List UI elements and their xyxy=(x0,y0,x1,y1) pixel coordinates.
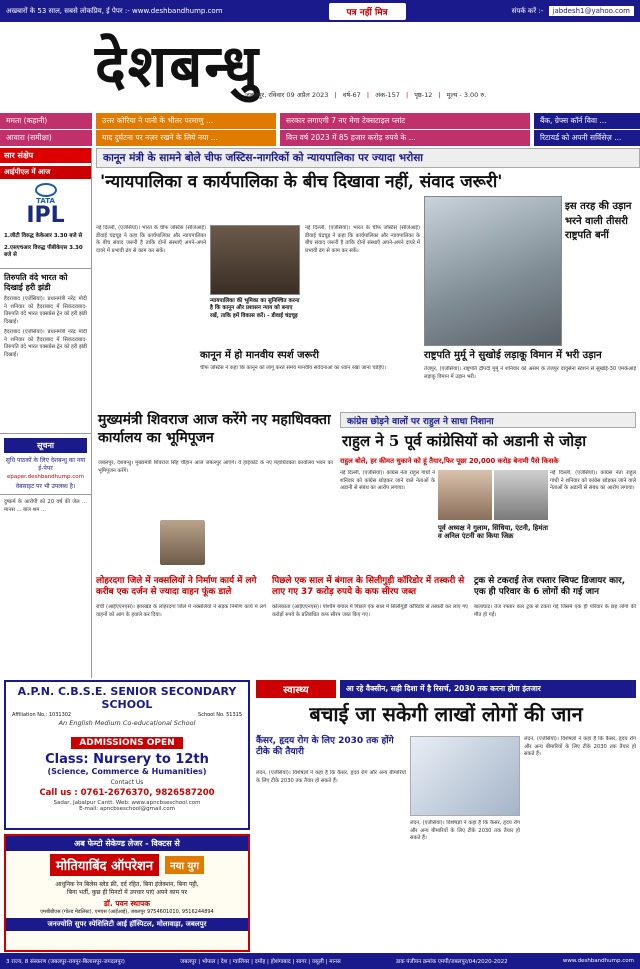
side-news-title[interactable]: तिरुपति वंदे भारत को दिखाई हरी झंडी xyxy=(4,273,68,293)
shivraj-headline[interactable]: मुख्यमंत्री शिवराज आज करेंगे नए महाधिवक्ता कार्यालय का भूमिपूजन xyxy=(98,412,331,446)
president-body: तेजपुर, (एजेंसियां)। राष्ट्रपति द्रौपदी मुर्मू ने शनिवार को असम के तेजपुर वायुसेना स्टेशन से सुखोई-30 एमकेआई लड़ाकू विमान में उड़ान भरी। xyxy=(424,366,636,380)
edition-meta: जबलपुर, रविवार 09 अप्रैल 2023 | वर्ष-67 | अंक-157 | पृष्ठ-12 | मूल्य - 3.00 रु. xyxy=(245,91,487,99)
short-news: दुष्कर्म के आरोपी को 20 वर्ष की जेल ... मानस ... बाल श्रम ... xyxy=(0,494,91,564)
footer-left: 3 राज्य, 8 संस्करण (जबलपुर-रायपुर-बिलासपुर-जगदलपुर) xyxy=(6,959,125,965)
ipl-label: आईपीएल में आज xyxy=(0,166,91,179)
ipl-logo xyxy=(0,179,91,231)
footer xyxy=(0,953,640,969)
rahul-box: पूर्व अध्यक्ष ने गुलाम, सिंधिया, एंटनी, हिमंता व अनिल एंटनी का किया जिक्र xyxy=(438,524,548,541)
school-medium: An English Medium Co-educational School xyxy=(58,719,196,727)
rahul-body: नई दिल्ली, (एजेंसियां)। कांग्रेस नेता राहुल गांधी ने शनिवार को कांग्रेस छोड़कर जाने वाले नेताओं के अडानी से संबंध का आरोप लगाया। xyxy=(340,470,435,492)
bengal-body: कोलकाता (आईएएनएस)। पश्चिम बंगाल में पिछले एक साल में सिलीगुड़ी कॉरिडोर से तस्करी कर लाए गए करोड़ों रुपये के प्रतिबंधित कफ सीरप जब्त किए गए। xyxy=(272,604,468,618)
eye-ad-doctor-line: एमबीबीएस (गोल्ड मेडलिस्ट), एमएस (आईआई), जबलपुर 9754601010, 9516244894 xyxy=(40,909,214,915)
school-ad[interactable] xyxy=(4,680,250,830)
health-sub: कैंसर, हृदय रोग के लिए 2030 तक होंगे टीके की तैयारी xyxy=(256,736,394,758)
strip-mid-1[interactable]: उत्तर कोरिया ने पानी के भीतर परमाणु ... xyxy=(96,113,276,129)
rahul-headline[interactable]: राहुल ने 5 पूर्व कांग्रेसियों को अडानी से जोड़ा xyxy=(342,432,587,450)
top-bar-left: अखबारों के 53 साल, सबसे लोकप्रिय, ई पेपर :- www.deshbandhump.com xyxy=(6,6,223,15)
lead-subheadline[interactable]: कानून में हो मानवीय स्पर्श जरूरी xyxy=(200,350,319,361)
rahul-photo xyxy=(438,470,492,520)
school-phone[interactable]: Call us : 0761-2676370, 9826587200 xyxy=(39,788,215,798)
rahul-kicker[interactable]: कांग्रेस छोड़ने वालों पर राहुल ने साधा निशाना xyxy=(340,412,636,428)
lead-kicker[interactable]: कानून मंत्री के सामने बोले चीफ जस्टिस-नागरिकों को न्यायपालिका पर ज्यादा भरोसा xyxy=(96,148,640,168)
contact-block xyxy=(512,7,634,16)
admission-badge: ADMISSIONS OPEN xyxy=(71,737,182,749)
truck-headline[interactable]: ट्रक से टकराई तेज रफ्तार स्विफ्ट डिजायर कार, एक ही परिवार के 6 लोगों की गई जान xyxy=(474,576,626,597)
vaccine-photo xyxy=(410,736,520,816)
contact-label: संपर्क करें :- xyxy=(511,6,544,15)
truck-body: बालाघाट। तेज रफ्तार कार ट्रक से टकरा गई जिसमें एक ही परिवार के छह लोगों की मौत हो गई। xyxy=(474,604,636,618)
school-streams: (Science, Commerce & Humanities) xyxy=(47,767,207,776)
school-email[interactable]: E-mail: apncbseschool@gmail.com xyxy=(79,806,175,812)
notice-head: सूचना xyxy=(4,438,87,453)
president-caption: इस तरह की उड़ान भरने वाली तीसरी राष्ट्रपति बनीं xyxy=(565,201,632,241)
sidebar-header: सार संक्षेप xyxy=(0,148,91,163)
shivraj-body: जबलपुर, देशबन्धु। मुख्यमंत्री शिवराज सिंह चौहान आज जबलपुर आएंगे। वे हाईकोर्ट के नए महाधिवक्ता कार्यालय भवन का भूमिपूजन करेंगे। xyxy=(98,460,333,474)
health-body-col3: लंदन, (एजेंसियां)। विशेषज्ञों ने कहा है कि कैंसर, हृदय रोग और अन्य बीमारियों के लिए टीके 2030 तक तैयार हो सकते हैं। xyxy=(524,736,636,758)
health-body-col2: लंदन, (एजेंसियां)। विशेषज्ञों ने कहा है कि कैंसर, हृदय रोग और अन्य बीमारियों के लिए टीके 2030 तक तैयार हो सकते हैं। xyxy=(410,820,520,842)
strip-left-1[interactable]: ममता (कहानी) xyxy=(0,113,92,129)
president-jet-photo xyxy=(424,196,562,346)
naxal-headline[interactable]: लोहरदगा जिले में नक्सलियों ने निर्माण कार्य में लगे करीब एक दर्जन से ज्यादा वाहन फूंक डाले xyxy=(96,576,257,597)
school-no: School No. 51315 xyxy=(198,712,242,718)
match-2: 2.एसएचआर विरुद्ध पीबीकेएस 3.30 बजे से xyxy=(4,244,83,259)
tagline: पत्र नहीं मित्र xyxy=(329,3,406,20)
pages: पृष्ठ-12 xyxy=(414,91,433,99)
lead-sub-body: चीफ जस्टिस ने कहा कि कानून को लागू करते समय मानवीय संवेदनाओं का ध्यान रखा जाना चाहिए। xyxy=(200,365,386,371)
notice-body: सुधि पाठकों के लिए देशबन्धु का नया ई-पेपर xyxy=(5,457,86,473)
eye-ad-hospital: जनज्योति सुपर स्पेशिलिटी आई हॉस्पिटल, मोलावाड़ा, जबलपुर xyxy=(6,918,248,931)
school-name: A.P.N. C.B.S.E. SENIOR SECONDARY SCHOOL xyxy=(17,685,237,711)
footer-website[interactable]: www.deshbandhump.com xyxy=(562,958,634,964)
rahul-body-2: नई दिल्ली, (एजेंसियां)। कांग्रेस नेता राहुल गांधी ने शनिवार को कांग्रेस छोड़कर जाने वाले नेताओं के अडानी से संबंध का आरोप लगाया। xyxy=(550,470,636,492)
masthead xyxy=(0,22,640,100)
top-bar xyxy=(0,0,640,22)
tata-text: TATA xyxy=(36,197,55,205)
tata-icon xyxy=(35,183,57,197)
naxal-body: रांची (आईएएनएस)। झारखंड के लोहरदगा जिले में नक्सलियों ने सड़क निर्माण कार्य में लगे वाहनों को आग के हवाले कर दिया। xyxy=(96,604,266,618)
leader-photo xyxy=(494,470,548,520)
footer-sections[interactable]: जबलपुर | भोपाल | देश | ग्वालियर | दमोह | होशंगाबाद | सागर | वसूली | मानस xyxy=(180,959,341,965)
rahul-sub: राहुल बोले, हर कीमत चुकाने को हूं तैयार,फिर पूछा 20,000 करोड़ बेनामी पैसे किसके xyxy=(340,457,559,465)
footer-postal: डाक पंजीयन क्रमांक एमपी/जबलपुर/04/2020-2022 xyxy=(395,959,508,965)
bengal-headline[interactable]: पिछले एक साल में बंगाल के सिलीगुड़ी कॉरिडोर में तस्करी से लाए गए 37 करोड़ रुपये के कफ सीरप जब्त xyxy=(272,576,465,597)
strip-mid-3[interactable]: सरकार लगाएगी 7 नए मेगा टेक्सटाइल प्लांट xyxy=(280,113,530,129)
eye-ad-top: अब फेम्टो सेकेण्ड लेजर - विक्टस से xyxy=(6,836,248,851)
side-news-body: हैदराबाद (एजेंसियां)। प्रधानमंत्री नरेंद्र मोदी ने शनिवार को हैदराबाद में सिकंदराबाद-तिरुपति वंदे भारत एक्सप्रेस ट्रेन को हरी झंडी दिखाई। xyxy=(4,296,87,325)
sidebar xyxy=(0,148,92,678)
lead-quote: न्यायपालिका की भूमिका का सुनिश्चित करना है कि कानून और प्रशासन न्याय को बनाए रखें, ताकि हमें विकास करें। - डीवाई चंद्रचूड़ xyxy=(210,298,300,319)
strip-mid-2[interactable]: याद दुर्घटना पर नज़र रखने के लिये नया ... xyxy=(96,130,276,146)
eye-ad-badge: नया युग xyxy=(165,856,204,874)
newspaper-logo[interactable]: देशबन्धु xyxy=(95,32,261,100)
eye-ad-line1: आधुनिक रेन बिलेस ब्लेड फ्री, दर्द रहित, बिना इंजेक्शन, बिना पट्टी, xyxy=(55,881,199,888)
lead-body-col1: नई दिल्ली, (एजेंसियां)। भारत के चीफ जस्टिस (सीजेआई) डीवाई चंद्रचूड़ ने कहा कि कार्यपालिका और न्यायपालिका के बीच संवाद जरूरी है ताकि दोनों संस्थाएँ अपने-अपने दायरे में प्रभावी ढंग से काम कर सकें। xyxy=(96,225,206,254)
affiliation: Affiliation No.: 1031302 xyxy=(12,712,72,718)
eye-ad-title: मोतियाबिंद ऑपरेशन xyxy=(50,854,159,876)
health-label: स्वास्थ्य xyxy=(256,680,336,698)
school-classes: Class: Nursery to 12th xyxy=(45,752,209,767)
city-date: जबलपुर, रविवार 09 अप्रैल 2023 xyxy=(245,91,329,99)
health-headline[interactable]: बचाई जा सकेगी लाखों लोगों की जान xyxy=(309,702,583,726)
school-address: Sadar, Jabalpur Cantt. Web: www.apncbseschool.com xyxy=(53,800,201,806)
president-headline[interactable]: राष्ट्रपति मुर्मू ने सुखोई लड़ाकू विमान में भरी उड़ान xyxy=(424,350,602,361)
epaper-link[interactable]: epaper.deshbandhump.com xyxy=(6,474,84,481)
eye-ad-line2: बिना भर्ती, कुछ ही मिनटों में उपचार पाएं अपने काम पर xyxy=(67,889,187,896)
eye-hospital-ad[interactable] xyxy=(4,834,250,952)
strip-right-2[interactable]: रिटायर्ड को अपनी सर्विसेज़ ... xyxy=(534,130,640,146)
health-kicker[interactable]: आ रहे वैक्सीन, सही दिशा में है रिसर्च, 2030 तक करना होगा इंतजार xyxy=(340,680,636,698)
notice-tail: वेबसाइट पर भी उपलब्ध है। xyxy=(15,483,76,491)
price: मूल्य - 3.00 रु. xyxy=(446,91,487,99)
match-1: 1.जीटी विरुद्ध केकेआर 3.30 बजे से xyxy=(4,233,83,239)
side-news-body-2: हैदराबाद (एजेंसियां)। प्रधानमंत्री नरेंद्र मोदी ने शनिवार को हैदराबाद में सिकंदराबाद-तिरुपति वंदे भारत एक्सप्रेस ट्रेन को हरी झंडी दिखाई। xyxy=(4,329,87,358)
shivraj-photo xyxy=(160,520,205,565)
ipl-text: IPL xyxy=(26,203,65,228)
strip-mid-4[interactable]: वित्त वर्ष 2023 में 85 हजार करोड़ रुपये के ... xyxy=(280,130,530,146)
issue: अंक-157 xyxy=(375,91,400,99)
eye-ad-doctor: डॉ. पवन स्थापक xyxy=(103,899,151,908)
strip-right-1[interactable]: बैंक, ग्रेफ्स कॉर्न विवा ... xyxy=(534,113,640,129)
strip-left-2[interactable]: आवारा (समीक्षा) xyxy=(0,130,92,146)
lead-body-col2: नई दिल्ली, (एजेंसियां)। भारत के चीफ जस्टिस (सीजेआई) डीवाई चंद्रचूड़ ने कहा कि कार्यपालिका और न्यायपालिका के बीच संवाद जरूरी है ताकि दोनों संस्थाएँ अपने-अपने दायरे में प्रभावी ढंग से काम कर सकें। xyxy=(305,225,420,254)
chief-justice-photo xyxy=(210,225,300,295)
lead-headline[interactable]: 'न्यायपालिका व कार्यपालिका के बीच दिखावा नहीं, संवाद जरूरी' xyxy=(100,172,503,192)
health-body-col1: लंदन, (एजेंसियां)। विशेषज्ञों ने कहा है कि कैंसर, हृदय रोग और अन्य बीमारियों के लिए टीके 2030 तक तैयार हो सकते हैं। xyxy=(256,770,406,784)
year: वर्ष-67 xyxy=(342,91,361,99)
contact-email[interactable]: jabdesh1@yahoo.com xyxy=(549,6,634,16)
school-contact-label: Contact Us xyxy=(110,779,144,786)
